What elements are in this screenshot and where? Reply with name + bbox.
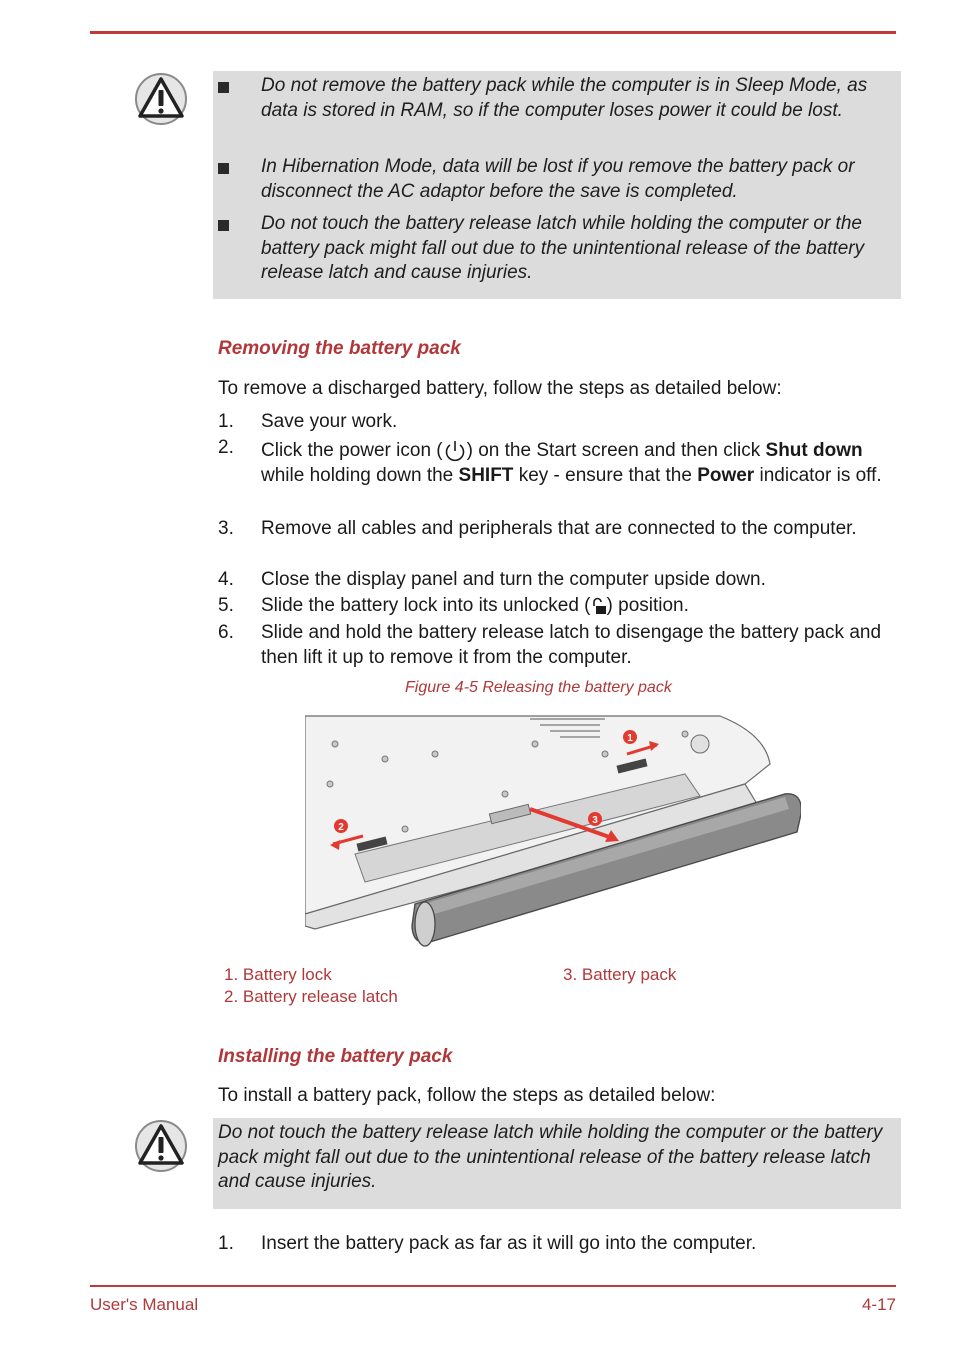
intro-text: To remove a discharged battery, follow the steps as detailed below: <box>218 378 782 399</box>
bullet-square <box>218 82 229 93</box>
step-text: Slide and hold the battery release latch to disengage the battery pack and then lift it up to remove it from the computer. <box>261 622 882 668</box>
step-text: Remove all cables and peripherals that are connected to the computer. <box>261 518 857 539</box>
step-text <box>261 438 901 489</box>
step-text: Insert the battery pack as far as it will go into the computer. <box>261 1233 757 1254</box>
figure-caption: Figure 4-5 Releasing the battery pack <box>405 679 672 696</box>
step-text <box>261 594 901 619</box>
bold-term: SHIFT <box>458 465 514 486</box>
step-number: 1. <box>218 411 234 432</box>
section-heading: Installing the battery pack <box>218 1046 453 1067</box>
step-text-part: key - ensure that the <box>513 465 698 486</box>
step-number: 6. <box>218 622 234 643</box>
warning-note <box>213 1118 901 1209</box>
warning-text: Do not touch the battery release latch while holding the computer or the battery pack might fall out due to the unintentional release of the battery release latch and cause injuries. <box>218 1122 883 1192</box>
figure-legend-item: 1. Battery lock <box>224 965 332 984</box>
page-number: 4-17 <box>861 1295 896 1314</box>
warning-icon <box>134 72 188 126</box>
warning-icon <box>134 1119 188 1173</box>
footer-rule <box>90 1285 896 1287</box>
bullet-square <box>218 163 229 174</box>
step-text-part: while holding down the <box>261 465 459 486</box>
intro-text: To install a battery pack, follow the steps as detailed below: <box>218 1085 716 1106</box>
step-number: 4. <box>218 569 234 590</box>
callout-label: 1 <box>627 733 633 744</box>
step-text-part: ) position. <box>606 595 689 616</box>
warning-text: Do not remove the battery pack while the computer is in Sleep Mode, as data is stored in RAM, so if the computer loses power it could be lost. <box>261 75 868 121</box>
bold-term: Power <box>697 465 755 486</box>
step-text-part: Click the power icon ( <box>261 440 443 462</box>
warning-note <box>213 71 901 299</box>
figure-legend-item: 2. Battery release latch <box>224 987 398 1006</box>
callout-label: 3 <box>592 815 598 826</box>
step-number: 5. <box>218 595 234 616</box>
step-number: 3. <box>218 518 234 539</box>
bold-term: Shut down <box>765 440 863 462</box>
figure-legend-item: 3. Battery pack <box>563 965 677 984</box>
step-text-part: ) on the Start screen and then click <box>466 440 766 462</box>
step-text: Save your work. <box>261 411 398 432</box>
footer-title: User's Manual <box>90 1295 199 1314</box>
step-number: 1. <box>218 1233 234 1254</box>
warning-text: Do not touch the battery release latch while holding the computer or the battery pack might fall out due to the unintentional release of the battery release latch and cause injuries. <box>261 213 865 283</box>
bullet-square <box>218 220 229 231</box>
step-number: 2. <box>218 437 234 458</box>
power-icon <box>443 438 467 464</box>
warning-text: In Hibernation Mode, data will be lost if you remove the battery pack or disconnect the AC adaptor before the save is completed. <box>261 156 855 202</box>
callout-label: 2 <box>338 822 344 833</box>
section-heading: Removing the battery pack <box>218 338 461 359</box>
step-text-part: Slide the battery lock into its unlocked ( <box>261 595 591 616</box>
unlocked-icon <box>591 597 607 615</box>
step-text-part: indicator is off. <box>754 465 882 486</box>
step-text: Close the display panel and turn the computer upside down. <box>261 569 766 590</box>
battery-removal-illustration <box>305 714 801 950</box>
header-rule <box>90 31 896 34</box>
